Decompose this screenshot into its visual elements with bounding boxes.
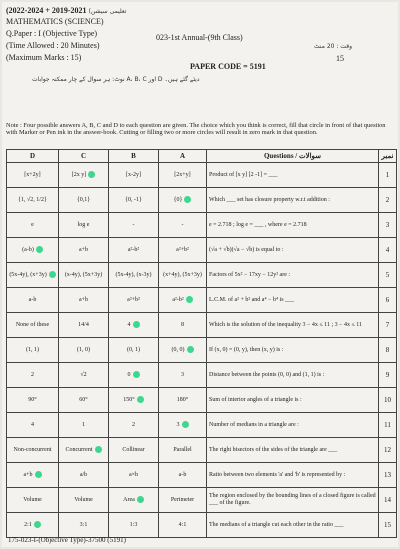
option-b-cell[interactable] bbox=[109, 188, 159, 213]
option-c-text: 3:1 bbox=[79, 521, 88, 528]
question-text: Distance between the points (0, 0) and (1, 1) is : bbox=[207, 363, 379, 388]
col-b-header: B bbox=[109, 150, 159, 163]
answer-bubble-icon[interactable] bbox=[36, 246, 43, 253]
table-row bbox=[7, 413, 397, 438]
option-a-cell[interactable] bbox=[159, 238, 207, 263]
option-c-text: {0,1} bbox=[76, 196, 91, 203]
option-b-cell[interactable] bbox=[109, 313, 159, 338]
option-a-cell[interactable] bbox=[159, 488, 207, 513]
question-number: 5 bbox=[379, 263, 397, 288]
option-b-cell[interactable] bbox=[109, 213, 159, 238]
option-d-cell[interactable] bbox=[7, 388, 59, 413]
option-b-cell[interactable] bbox=[109, 413, 159, 438]
option-d-text: (1, 1) bbox=[26, 346, 39, 353]
question-text: Ratio between two elements 'a' and 'b' is represented by : bbox=[207, 463, 379, 488]
option-a-text: {0} bbox=[173, 196, 183, 203]
option-b-text: a²+b² bbox=[127, 296, 140, 303]
option-a-text: 8 bbox=[181, 321, 184, 328]
question-text: (√a + √b)(√a − √b) is equal to : bbox=[207, 238, 379, 263]
session-urdu: (تعلیمی سیشن bbox=[88, 8, 127, 15]
option-c-cell[interactable] bbox=[59, 288, 109, 313]
option-b-text: (0, 1) bbox=[127, 346, 140, 353]
option-d-text: a+b bbox=[23, 471, 33, 478]
answer-bubble-icon[interactable] bbox=[133, 321, 140, 328]
col-number-header: نمبر bbox=[379, 150, 397, 163]
question-number: 13 bbox=[379, 463, 397, 488]
option-a-text: 3 bbox=[176, 421, 180, 428]
option-a-text: (x+4y), (5x+3y) bbox=[163, 271, 202, 278]
answer-bubble-icon[interactable] bbox=[34, 521, 41, 528]
option-b-text: 0 bbox=[127, 371, 131, 378]
question-text: The right bisectors of the sides of the triangle are ___ bbox=[207, 438, 379, 463]
table-row bbox=[7, 188, 397, 213]
answer-bubble-icon[interactable] bbox=[49, 271, 56, 278]
option-a-text: 3 bbox=[181, 371, 184, 378]
option-d-cell[interactable] bbox=[7, 313, 59, 338]
time-allowed: (Time Allowed : 20 Minutes) bbox=[6, 41, 100, 50]
table-row bbox=[7, 513, 397, 538]
table-row bbox=[7, 263, 397, 288]
col-a-header: A bbox=[159, 150, 207, 163]
option-d-text: a-b bbox=[28, 296, 37, 303]
option-b-cell[interactable] bbox=[109, 238, 159, 263]
option-a-cell[interactable] bbox=[159, 363, 207, 388]
option-d-cell[interactable] bbox=[7, 488, 59, 513]
option-b-cell[interactable] bbox=[109, 288, 159, 313]
option-d-cell[interactable] bbox=[7, 513, 59, 538]
option-a-text: 4:1 bbox=[178, 521, 187, 528]
question-number: 4 bbox=[379, 238, 397, 263]
answer-bubble-icon[interactable] bbox=[182, 421, 189, 428]
answer-bubble-icon[interactable] bbox=[137, 396, 144, 403]
answer-bubble-icon[interactable] bbox=[137, 496, 144, 503]
table-row bbox=[7, 313, 397, 338]
answer-bubble-icon[interactable] bbox=[133, 371, 140, 378]
option-d-text: Volume bbox=[23, 496, 42, 503]
option-b-text: - bbox=[132, 221, 135, 228]
question-number: 12 bbox=[379, 438, 397, 463]
option-c-cell[interactable] bbox=[59, 263, 109, 288]
option-b-text: {0, -1} bbox=[125, 196, 142, 203]
option-c-cell[interactable] bbox=[59, 188, 109, 213]
question-text: Which ___ set has closure property w.r.t addition : bbox=[207, 188, 379, 213]
option-d-text: 90° bbox=[28, 396, 37, 403]
option-a-text: a²-b² bbox=[172, 296, 184, 303]
question-text: The region enclosed by the bounding lines of a closed figure is called ___ of the figure. bbox=[207, 488, 379, 513]
option-c-text: √2 bbox=[80, 371, 87, 378]
option-c-cell[interactable] bbox=[59, 163, 109, 188]
table-row bbox=[7, 338, 397, 363]
question-number: 8 bbox=[379, 338, 397, 363]
option-b-cell[interactable] bbox=[109, 388, 159, 413]
option-c-text: [2x y] bbox=[71, 171, 87, 178]
option-b-cell[interactable] bbox=[109, 163, 159, 188]
answer-bubble-icon[interactable] bbox=[186, 296, 193, 303]
option-a-text: [2x+y] bbox=[174, 171, 191, 178]
question-number: 9 bbox=[379, 363, 397, 388]
question-number: 10 bbox=[379, 388, 397, 413]
option-c-cell[interactable] bbox=[59, 488, 109, 513]
question-number: 1 bbox=[379, 163, 397, 188]
option-c-text: a/b bbox=[79, 471, 88, 478]
option-a-cell[interactable] bbox=[159, 338, 207, 363]
option-b-text: (5x-4y), (x-3y) bbox=[115, 271, 152, 278]
option-d-text: None of these bbox=[15, 321, 50, 328]
option-c-cell[interactable] bbox=[59, 388, 109, 413]
option-d-text: (5x-4y), (x+3y) bbox=[9, 271, 47, 278]
table-row bbox=[7, 388, 397, 413]
option-a-text: a²+b² bbox=[176, 246, 189, 253]
option-d-text: (a-b) bbox=[22, 246, 34, 253]
question-number: 6 bbox=[379, 288, 397, 313]
option-d-cell[interactable] bbox=[7, 438, 59, 463]
option-d-cell[interactable] bbox=[7, 338, 59, 363]
col-c-header: C bbox=[59, 150, 109, 163]
option-b-cell[interactable] bbox=[109, 338, 159, 363]
option-a-cell[interactable] bbox=[159, 188, 207, 213]
option-b-text: 2 bbox=[132, 421, 135, 428]
option-b-text: 150° bbox=[123, 396, 135, 403]
option-d-cell[interactable] bbox=[7, 188, 59, 213]
question-text: Which is the solution of the inequality 3 − 4x ≤ 11 ; 3 − 4x ≤ 11 bbox=[207, 313, 379, 338]
option-b-text: 4 bbox=[127, 321, 131, 328]
option-a-cell[interactable] bbox=[159, 388, 207, 413]
option-b-text: Collinear bbox=[122, 446, 145, 453]
option-c-text: log e bbox=[77, 221, 90, 228]
option-c-cell[interactable] bbox=[59, 463, 109, 488]
option-d-text: Non-concurrent bbox=[13, 446, 52, 453]
option-b-cell[interactable] bbox=[109, 513, 159, 538]
option-d-cell[interactable] bbox=[7, 238, 59, 263]
option-c-text: (1, 0) bbox=[77, 346, 90, 353]
option-b-text: a×b bbox=[128, 471, 139, 478]
option-c-cell[interactable] bbox=[59, 413, 109, 438]
option-b-cell[interactable] bbox=[109, 488, 159, 513]
question-number: 15 bbox=[379, 513, 397, 538]
answer-bubble-icon[interactable] bbox=[35, 471, 42, 478]
table-row bbox=[7, 438, 397, 463]
question-number: 2 bbox=[379, 188, 397, 213]
table-row bbox=[7, 288, 397, 313]
option-c-cell[interactable] bbox=[59, 338, 109, 363]
maximum-marks: (Maximum Marks : 15) bbox=[6, 53, 82, 62]
option-d-cell[interactable] bbox=[7, 463, 59, 488]
option-a-cell[interactable] bbox=[159, 213, 207, 238]
option-d-cell[interactable] bbox=[7, 413, 59, 438]
paper-code: PAPER CODE = 5191 bbox=[190, 62, 266, 71]
table-row bbox=[7, 488, 397, 513]
option-b-text: 1:3 bbox=[129, 521, 138, 528]
option-d-text: {1, √2, 1/2} bbox=[18, 196, 47, 203]
question-number: 11 bbox=[379, 413, 397, 438]
option-a-text: 180° bbox=[176, 396, 189, 403]
option-c-text: Volume bbox=[74, 496, 93, 503]
option-b-cell[interactable] bbox=[109, 263, 159, 288]
option-a-text: Parallel bbox=[173, 446, 192, 453]
question-text: e = 2.718 ; log e = ___ , where e = 2.718 bbox=[207, 213, 379, 238]
option-a-text: - bbox=[181, 221, 184, 228]
option-d-cell[interactable] bbox=[7, 263, 59, 288]
option-a-cell[interactable] bbox=[159, 163, 207, 188]
table-row bbox=[7, 163, 397, 188]
table-row bbox=[7, 238, 397, 263]
note-urdu: نوٹ: ہر سوال کے چار ممکنہ جوابات A، B، C اور D دیئے گئے ہیں۔ bbox=[32, 76, 200, 83]
col-question-header: Questions / سوالات bbox=[207, 150, 379, 163]
option-c-cell[interactable] bbox=[59, 213, 109, 238]
option-c-cell[interactable] bbox=[59, 438, 109, 463]
option-d-cell[interactable] bbox=[7, 213, 59, 238]
option-c-text: 1 bbox=[82, 421, 85, 428]
option-c-text: Concurrent bbox=[65, 446, 93, 453]
option-d-cell[interactable] bbox=[7, 363, 59, 388]
answer-bubble-icon[interactable] bbox=[184, 196, 191, 203]
option-c-text: 60° bbox=[79, 396, 88, 403]
option-a-cell[interactable] bbox=[159, 288, 207, 313]
option-b-cell[interactable] bbox=[109, 363, 159, 388]
option-c-text: (x-4y), (5x+3y) bbox=[64, 271, 103, 278]
option-a-cell[interactable] bbox=[159, 438, 207, 463]
question-text: Factors of 5x² − 17xy − 12y² are : bbox=[207, 263, 379, 288]
option-d-text: 2:1 bbox=[24, 521, 32, 528]
option-b-cell[interactable] bbox=[109, 438, 159, 463]
paper-type: Q.Paper : I (Objective Type) bbox=[6, 29, 98, 38]
question-number: 14 bbox=[379, 488, 397, 513]
marks-value: 15 bbox=[336, 54, 344, 63]
answer-bubble-icon[interactable] bbox=[187, 346, 194, 353]
footer-code: 175-023-I-(Objective Type)-37500 (5191) bbox=[8, 536, 126, 544]
question-text: Product of [x y] [2 -1] = ___ bbox=[207, 163, 379, 188]
option-c-text: 14/4 bbox=[78, 321, 89, 328]
option-d-text: 4 bbox=[31, 421, 34, 428]
questions-table bbox=[6, 149, 397, 538]
option-a-text: a-b bbox=[178, 471, 187, 478]
option-c-text: a+b bbox=[78, 296, 89, 303]
exam-name: 023-1st Annual-(9th Class) bbox=[156, 33, 243, 42]
exam-paper bbox=[2, 2, 398, 547]
option-c-text: a+b bbox=[78, 246, 89, 253]
instructions-note: Note : Four possible answers A, B, C and D to each question are given. The choice which you think is correct, fill that circle in front of that question with Marker or Pen ink in the answer-book. Cutting or filling two or more circles will result in zero mark in that question. bbox=[6, 122, 386, 136]
time-urdu: وقت : 20 منٹ bbox=[314, 43, 352, 50]
table-row bbox=[7, 213, 397, 238]
option-d-cell[interactable] bbox=[7, 163, 59, 188]
option-b-text: [x-2y] bbox=[126, 171, 141, 178]
question-text: The medians of a triangle cut each other in the ratio ___ bbox=[207, 513, 379, 538]
option-d-text: 2 bbox=[31, 371, 34, 378]
subject-title: MATHEMATICS (SCIENCE) bbox=[6, 17, 104, 26]
option-b-text: a²-b² bbox=[127, 246, 140, 253]
question-text: If (x, 0) = (0, y), then (x, y) is : bbox=[207, 338, 379, 363]
option-d-text: [x+2y] bbox=[24, 171, 41, 178]
col-d-header: D bbox=[7, 150, 59, 163]
question-number: 3 bbox=[379, 213, 397, 238]
session-line bbox=[6, 6, 126, 16]
option-a-cell[interactable] bbox=[159, 413, 207, 438]
question-text: Sum of interior angles of a triangle is : bbox=[207, 388, 379, 413]
option-d-text: e bbox=[31, 221, 34, 228]
option-c-cell[interactable] bbox=[59, 513, 109, 538]
answer-bubble-icon[interactable] bbox=[88, 171, 95, 178]
option-a-cell[interactable] bbox=[159, 513, 207, 538]
option-a-cell[interactable] bbox=[159, 313, 207, 338]
table-header-row bbox=[7, 150, 397, 163]
option-b-text: Area bbox=[123, 496, 135, 503]
option-b-cell[interactable] bbox=[109, 463, 159, 488]
table-row bbox=[7, 463, 397, 488]
option-c-cell[interactable] bbox=[59, 238, 109, 263]
session-text: (2022-2024 + 2019-2021 bbox=[6, 6, 87, 15]
option-a-text: (0, 0) bbox=[171, 346, 185, 353]
option-a-cell[interactable] bbox=[159, 263, 207, 288]
option-a-text: Perimeter bbox=[170, 496, 195, 503]
answer-bubble-icon[interactable] bbox=[95, 446, 102, 453]
option-c-cell[interactable] bbox=[59, 363, 109, 388]
option-a-cell[interactable] bbox=[159, 463, 207, 488]
table-row bbox=[7, 363, 397, 388]
question-text: L.C.M. of a² + b² and a⁴ − b⁴ is ___ bbox=[207, 288, 379, 313]
option-c-cell[interactable] bbox=[59, 313, 109, 338]
question-text: Number of medians in a triangle are : bbox=[207, 413, 379, 438]
question-number: 7 bbox=[379, 313, 397, 338]
option-d-cell[interactable] bbox=[7, 288, 59, 313]
